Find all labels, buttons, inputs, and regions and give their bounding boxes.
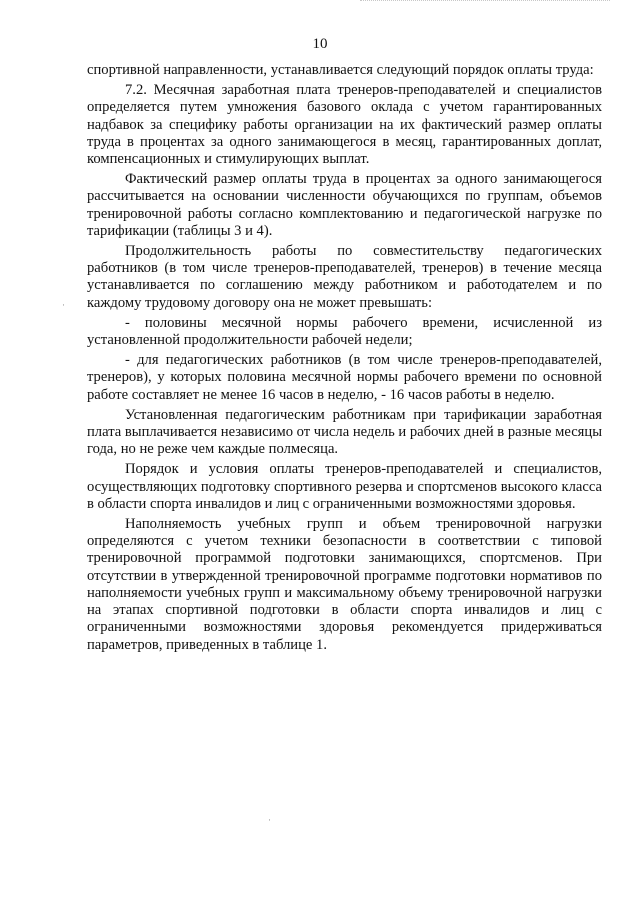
paragraph-3: Фактический размер оплаты труда в процентах за одного занимающегося рассчитывается на основании численности обучающихся по группам, объемов тренировочной работы согласно комплектованию и педагогической нагрузке по тарификации (таблицы 3 и 4). <box>87 171 602 239</box>
paragraph-4: Продолжительность работы по совместительству педагогических работников (в том числе тренеров-преподавателей, тренеров) в течение месяца устанавливается по соглашению между работником и работодателем и по каждому трудовому договору она не может превышать: <box>87 243 602 311</box>
paragraph-1: спортивной направленности, устанавливается следующий порядок оплаты труда: <box>87 62 594 78</box>
paragraph-7: Установленная педагогическим работникам при тарификации заработная плата выплачивается независимо от числа недель и рабочих дней в разные месяцы года, но не реже чем каждые полмесяца. <box>87 406 602 458</box>
paragraph-8: Порядок и условия оплаты тренеров-преподавателей и специалистов, осуществляющих подготовку спортивного резерва и спортсменов высокого класса в области спорта инвалидов и лиц с ограниченными возможностями здоровья. <box>87 461 602 512</box>
document-body <box>87 62 602 657</box>
paragraph-5: - половины месячной нормы рабочего времени, исчисленной из установленной продолжительности рабочей недели; <box>87 314 602 349</box>
page-number: 10 <box>312 36 328 52</box>
paragraph-2: 7.2. Месячная заработная плата тренеров-преподавателей и специалистов определяется путем умножения базового оклада с учетом гарантированных надбавок за специфику работы организации на их фактический размер оплаты труда в процентах за одного занимающегося в месяц, гарантированных доплат, компенсационных и стимулирующих выплат. <box>87 82 602 168</box>
paragraph-9: Наполняемость учебных групп и объем тренировочной нагрузки определяются с учетом техники безопасности в соответствии с типовой тренировочной программой подготовки занимающихся, спортсменов. При отсутствии в утвержденной тренировочной программе подготовки нормативов по наполняемости учебных групп и максимальному объему тренировочной нагрузки на этапах спортивной подготовки в области спорта инвалидов и лиц с ограниченными возможностями здоровья рекомендуется придерживаться параметров, приведенных в таблице 1. <box>87 516 602 653</box>
paragraph-6: - для педагогических работников (в том числе тренеров-преподавателей, тренеров), у которых половина месячной нормы рабочего времени по основной работе составляет не менее 16 часов в неделю, - 16 часов работы в неделю. <box>87 352 602 403</box>
scan-artifact-top <box>360 0 610 4</box>
scan-speck: · <box>62 300 65 310</box>
scan-speck: · <box>268 815 271 825</box>
